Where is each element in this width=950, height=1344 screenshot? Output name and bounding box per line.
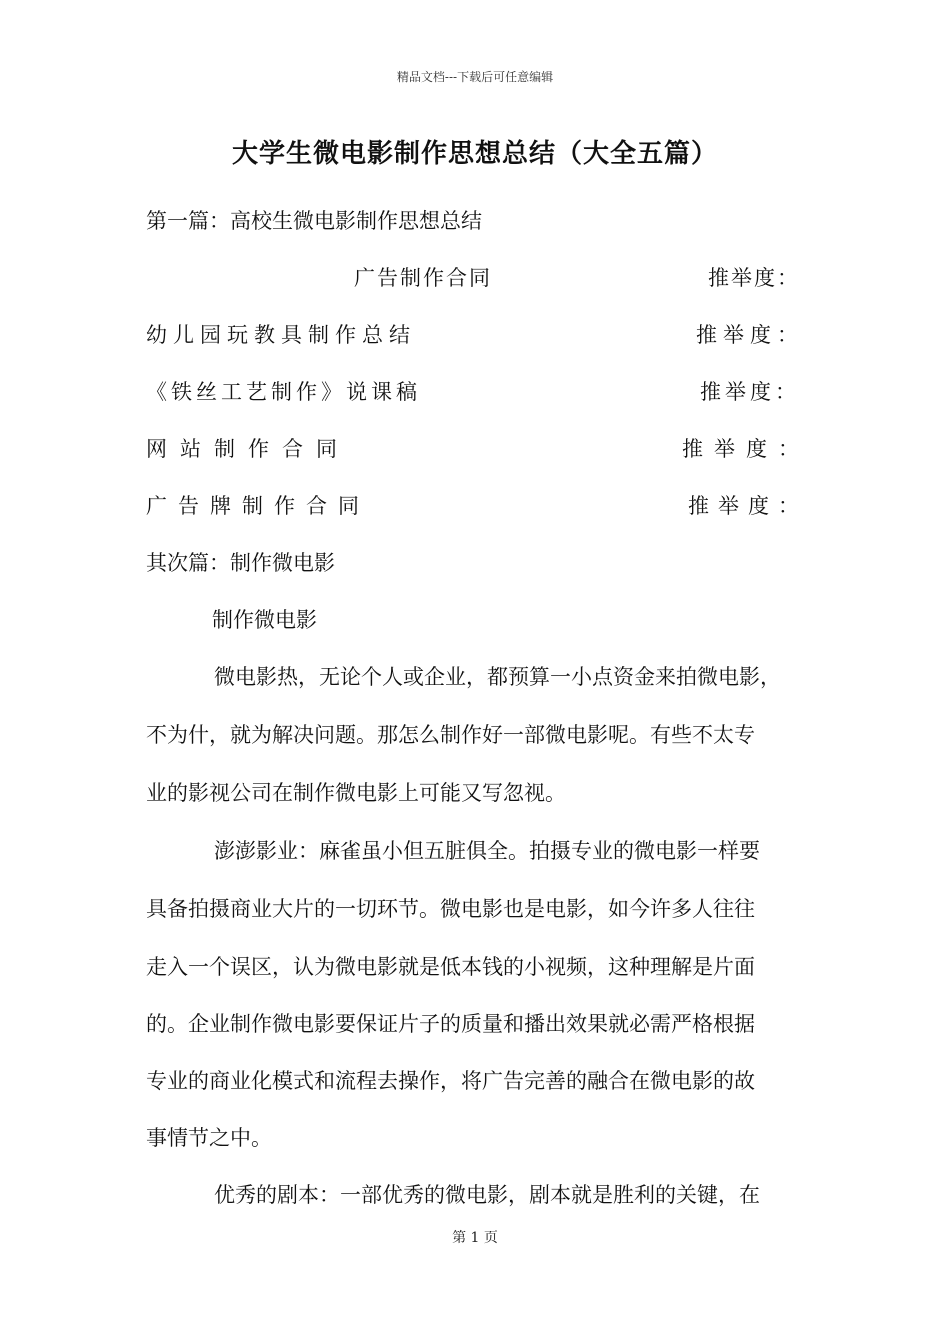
toc-item-title: 网站制作合同: [146, 437, 350, 461]
body-line: 具备拍摄商业大片的一切环节。微电影也是电影，如今许多人往往: [146, 897, 755, 921]
toc-item-title: 广告制作合同: [354, 266, 492, 290]
section-heading-2: 其次篇：制作微电影: [146, 551, 335, 575]
subtitle: 制作微电影: [212, 608, 317, 632]
body-line: 不为什，就为解决问题。那怎么制作好一部微电影呢。有些不太专: [146, 723, 755, 747]
toc-item-rating: 推举度：: [708, 266, 800, 290]
body-line: 微电影热，无论个人或企业，都预算一小点资金来拍微电影，: [214, 665, 781, 689]
page-header: 精品文档---下载后可任意编辑: [396, 70, 554, 84]
toc-item-title: 幼儿园玩教具制作总结: [146, 323, 416, 347]
toc-item-rating: 推举度：: [696, 323, 804, 347]
body-line: 的。企业制作微电影要保证片子的质量和播出效果就必需严格根据: [146, 1012, 755, 1036]
body-line: 专业的商业化模式和流程去操作，将广告完善的融合在微电影的故: [146, 1069, 755, 1093]
toc-item-rating: 推举度：: [700, 380, 800, 404]
toc-item-title: 广告牌制作合同: [146, 494, 370, 518]
toc-item-title: 《铁丝工艺制作》说课稿: [146, 380, 421, 404]
section-heading-1: 第一篇：高校生微电影制作思想总结: [146, 209, 482, 233]
body-line: 澎澎影业：麻雀虽小但五脏俱全。拍摄专业的微电影一样要: [214, 839, 760, 863]
document-title: 大学生微电影制作思想总结（大全五篇）: [231, 139, 718, 169]
page-footer: 第 1 页: [452, 1230, 498, 1246]
body-line: 优秀的剧本：一部优秀的微电影，剧本就是胜利的关键，在: [214, 1183, 760, 1207]
toc-item-rating: 推举度：: [688, 494, 808, 518]
body-line: 事情节之中。: [146, 1126, 272, 1150]
body-line: 业的影视公司在制作微电影上可能又写忽视。: [146, 781, 566, 805]
toc-item-rating: 推举度：: [682, 437, 810, 461]
body-line: 走入一个误区，认为微电影就是低本钱的小视频，这种理解是片面: [146, 955, 755, 979]
